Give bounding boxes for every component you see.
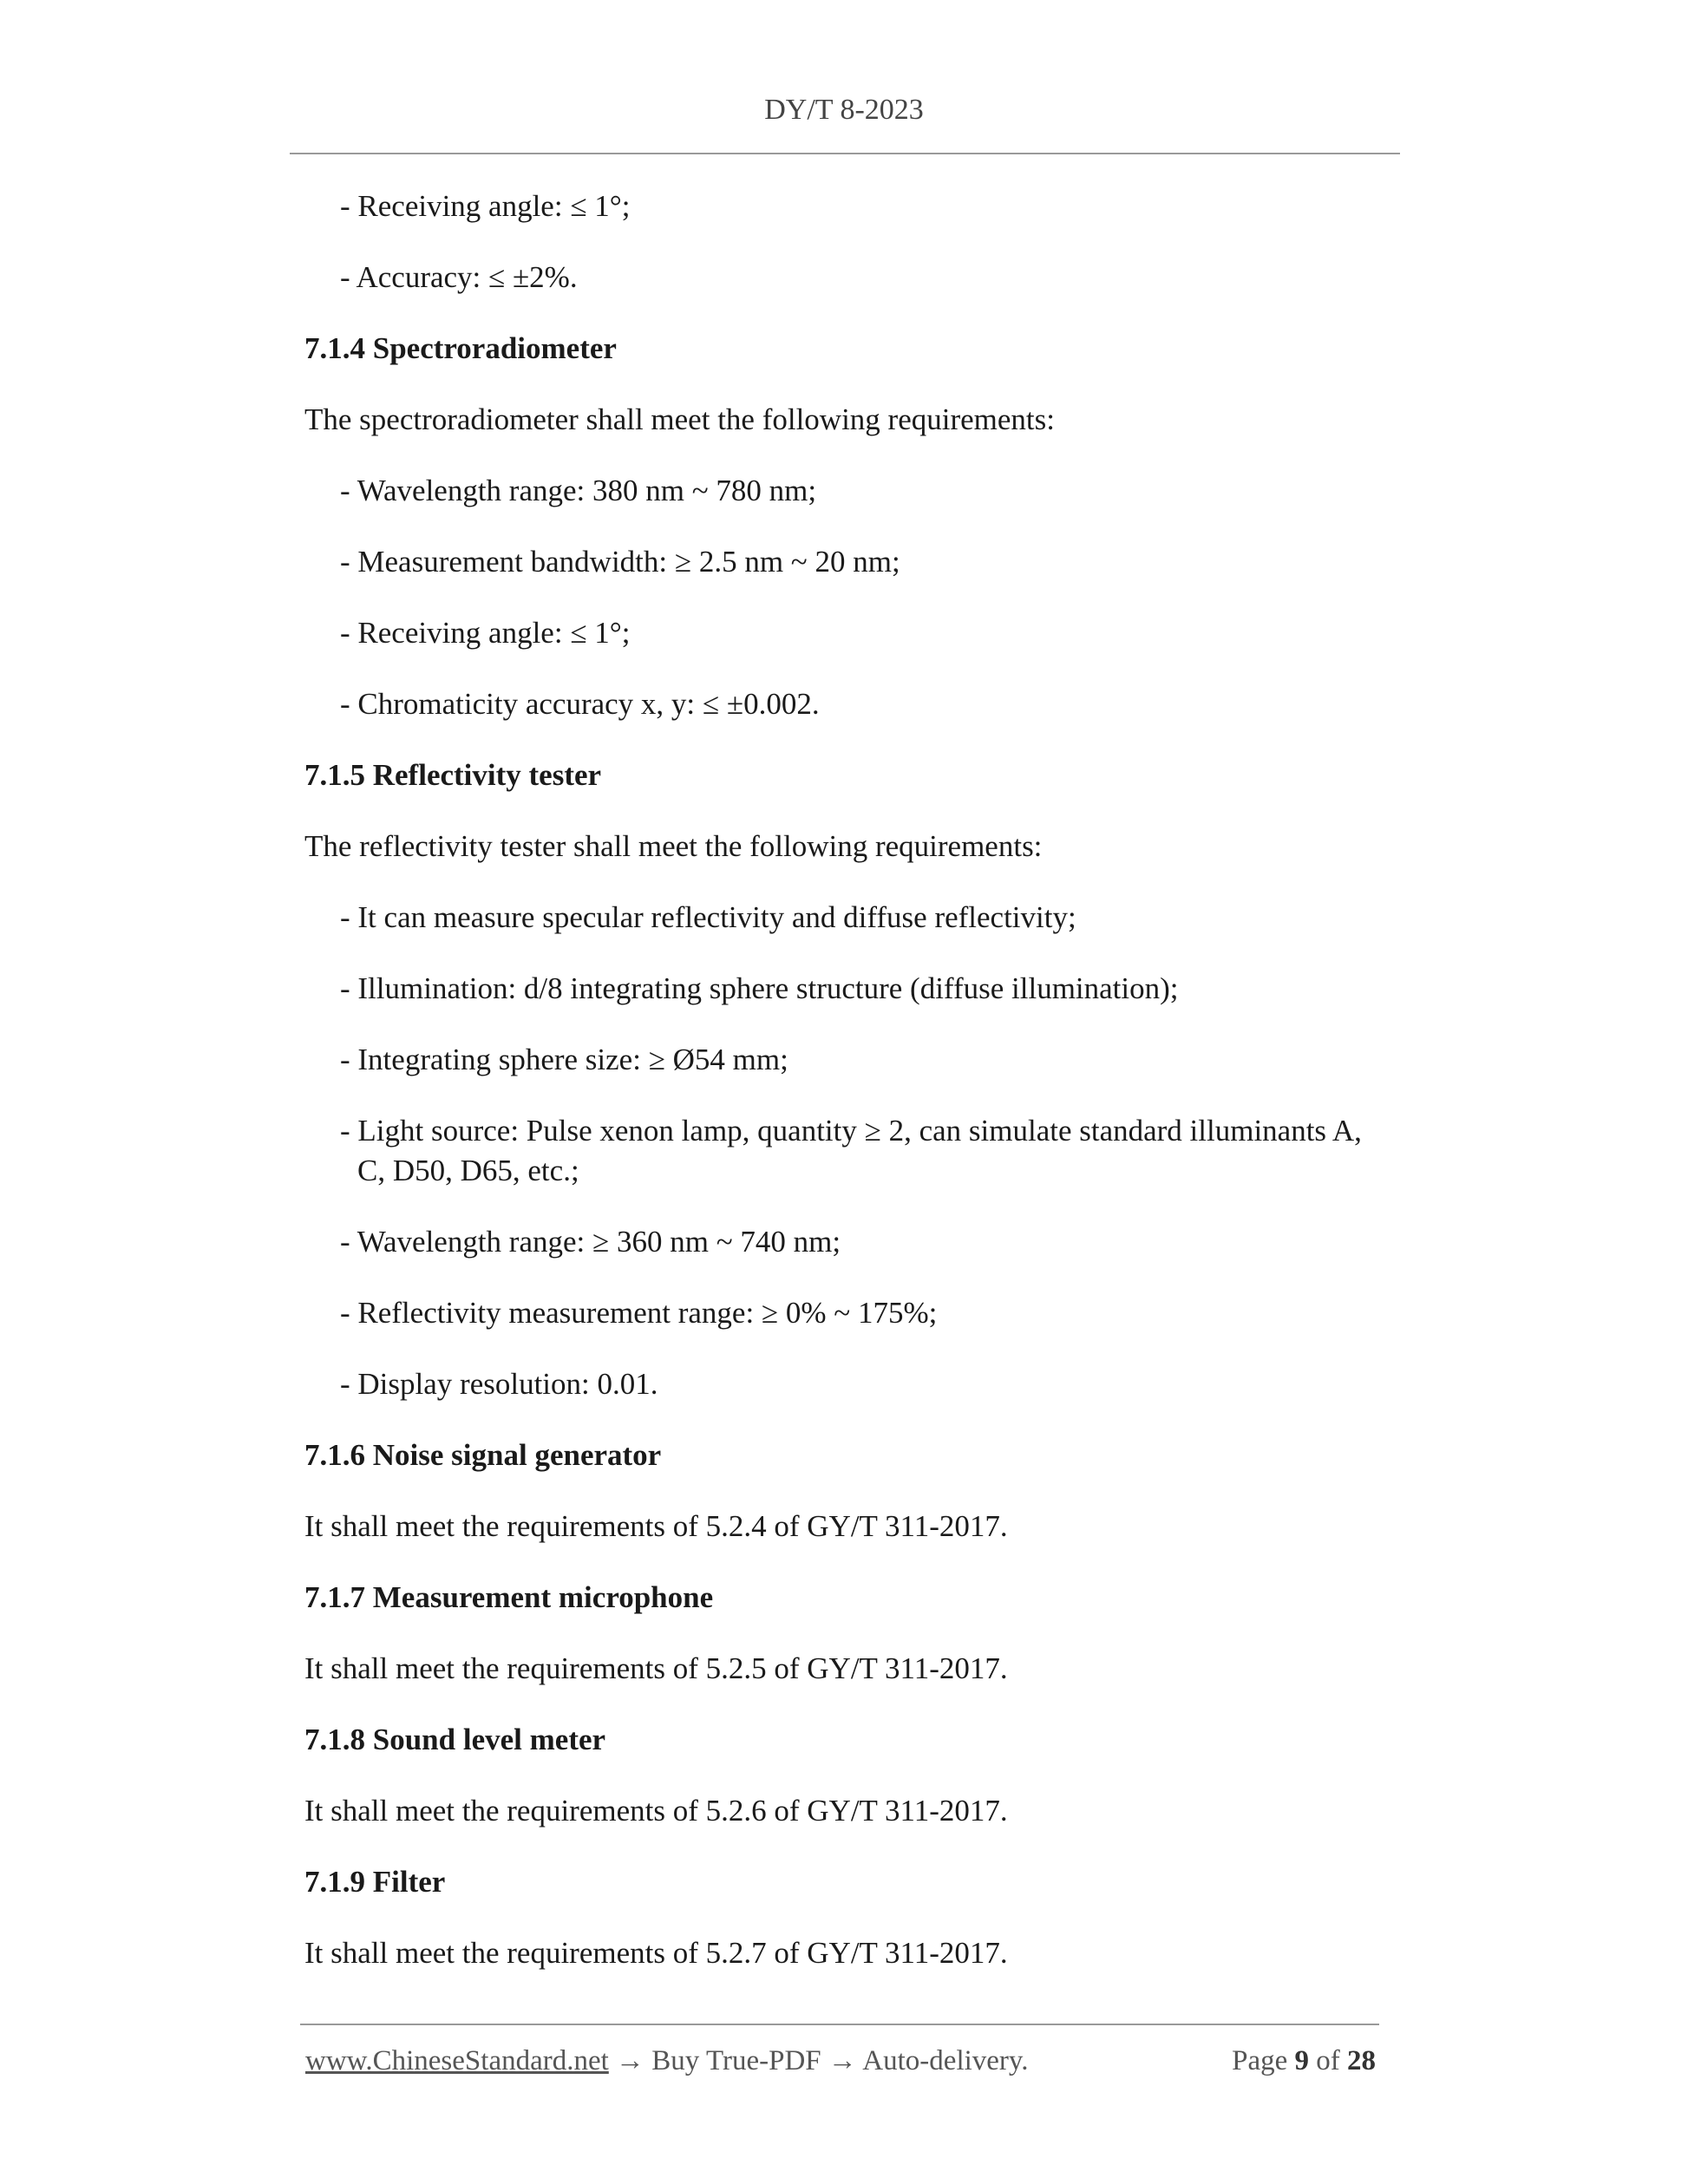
footer-tagline: → Buy True-PDF → Auto-delivery. <box>616 2045 1029 2076</box>
section-heading-7-1-8: 7.1.8 Sound level meter <box>304 1723 606 1756</box>
section-heading-7-1-9: 7.1.9 Filter <box>304 1865 446 1899</box>
list-item: - Measurement bandwidth: ≥ 2.5 nm ~ 20 nm; <box>340 545 900 579</box>
list-item: - Accuracy: ≤ ±2%. <box>340 260 578 294</box>
section-heading-7-1-4: 7.1.4 Spectroradiometer <box>304 331 617 365</box>
website-link[interactable]: www.ChineseStandard.net <box>305 2045 609 2076</box>
section-text: It shall meet the requirements of 5.2.5 of GY/T 311-2017. <box>304 1651 1008 1685</box>
section-heading-7-1-7: 7.1.7 Measurement microphone <box>304 1580 714 1614</box>
page-total: 28 <box>1347 2045 1376 2076</box>
page-label: Page <box>1232 2045 1288 2076</box>
list-item: - Receiving angle: ≤ 1°; <box>340 616 631 650</box>
page-number: 9 <box>1294 2045 1309 2076</box>
section-text: It shall meet the requirements of 5.2.4 of GY/T 311-2017. <box>304 1509 1008 1543</box>
running-header: DY/T 8-2023 <box>764 94 924 126</box>
footer-promo <box>305 2045 1029 2077</box>
footer-divider <box>300 2024 1379 2025</box>
list-item: - Wavelength range: 380 nm ~ 780 nm; <box>340 474 817 507</box>
list-item: - Receiving angle: ≤ 1°; <box>340 189 631 223</box>
section-text: It shall meet the requirements of 5.2.6 of GY/T 311-2017. <box>304 1794 1008 1828</box>
list-item: - Light source: Pulse xenon lamp, quantity ≥ 2, can simulate standard illuminants A, <box>340 1114 1362 1148</box>
list-item: - Wavelength range: ≥ 360 nm ~ 740 nm; <box>340 1225 841 1259</box>
of-label: of <box>1316 2045 1340 2076</box>
section-heading-7-1-6: 7.1.6 Noise signal generator <box>304 1438 662 1472</box>
list-item: - Integrating sphere size: ≥ Ø54 mm; <box>340 1043 788 1076</box>
list-item: - Display resolution: 0.01. <box>340 1367 658 1401</box>
list-item: - Chromaticity accuracy x, y: ≤ ±0.002. <box>340 687 820 721</box>
header-divider <box>290 153 1400 154</box>
list-item: - It can measure specular reflectivity and diffuse reflectivity; <box>340 900 1076 934</box>
section-intro: The spectroradiometer shall meet the following requirements: <box>304 402 1055 436</box>
section-text: It shall meet the requirements of 5.2.7 of GY/T 311-2017. <box>304 1936 1008 1970</box>
list-item-continuation: C, D50, D65, etc.; <box>357 1154 579 1187</box>
page-indicator <box>1232 2045 1376 2077</box>
list-item: - Illumination: d/8 integrating sphere structure (diffuse illumination); <box>340 971 1179 1005</box>
section-intro: The reflectivity tester shall meet the following requirements: <box>304 829 1043 863</box>
section-heading-7-1-5: 7.1.5 Reflectivity tester <box>304 758 602 792</box>
list-item: - Reflectivity measurement range: ≥ 0% ~ 175%; <box>340 1296 938 1330</box>
